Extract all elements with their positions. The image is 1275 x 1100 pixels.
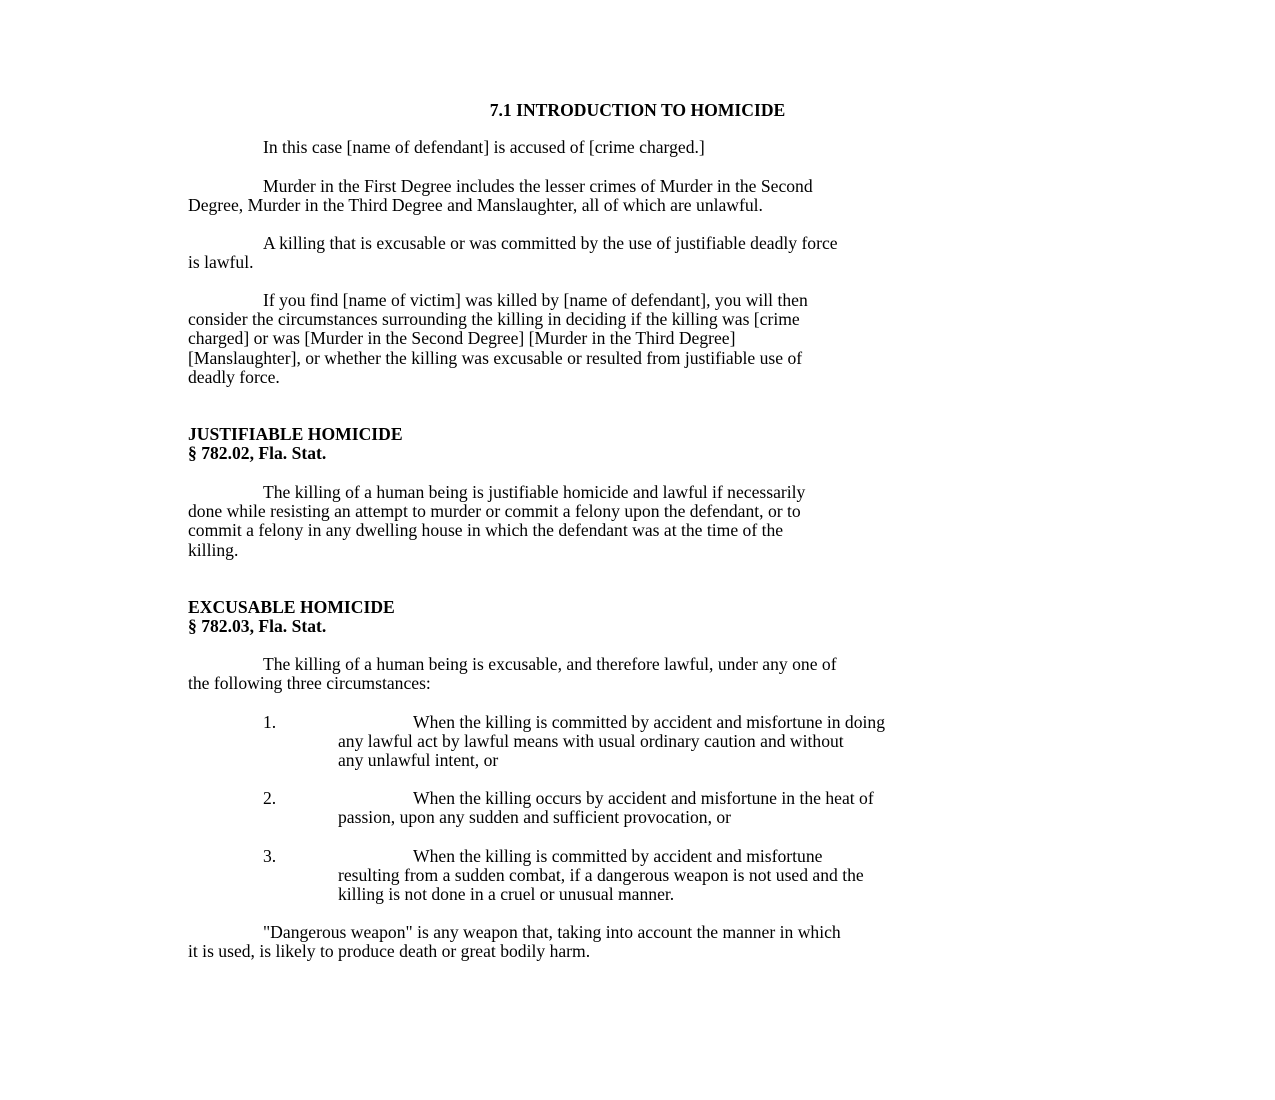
paragraph-excusable xyxy=(188,655,1088,693)
text-line: EXCUSABLE HOMICIDE xyxy=(188,597,395,617)
text-line: Murder in the First Degree includes the lesser crimes of Murder in the Second xyxy=(263,176,813,196)
list-item-number: 2. xyxy=(263,788,277,808)
document-title: 7.1 INTRODUCTION TO HOMICIDE xyxy=(489,100,786,120)
text-line: charged] or was [Murder in the Second Degree] [Murder in the Third Degree] xyxy=(188,328,736,349)
text-line: consider the circumstances surrounding the killing in deciding if the killing was [crime xyxy=(188,309,800,330)
text-line: If you find [name of victim] was killed by [name of defendant], you will then xyxy=(263,290,808,310)
text-line: A killing that is excusable or was committed by the use of justifiable deadly force xyxy=(263,233,838,253)
text-line: The killing of a human being is excusable, and therefore lawful, under any one of xyxy=(263,654,837,674)
text-line: When the killing occurs by accident and misfortune in the heat of xyxy=(413,788,874,808)
justifiable-homicide-heading xyxy=(188,425,1088,463)
paragraph-justifiable xyxy=(188,483,1088,560)
text-line: it is used, is likely to produce death or great bodily harm. xyxy=(188,941,591,962)
text-line: § 782.02, Fla. Stat. xyxy=(188,443,327,464)
text-line: [Manslaughter], or whether the killing was excusable or resulted from justifiable use of xyxy=(188,347,803,368)
list-item xyxy=(338,789,1098,827)
text-line: any lawful act by lawful means with usual ordinary caution and without xyxy=(338,731,844,752)
text-line: any unlawful intent, or xyxy=(338,750,499,771)
text-line: Degree, Murder in the Third Degree and Manslaughter, all of which are unlawful. xyxy=(188,195,763,216)
text-line: killing is not done in a cruel or unusual manner. xyxy=(338,884,675,905)
paragraph-lawful-killing xyxy=(188,234,1088,272)
text-line: resulting from a sudden combat, if a dangerous weapon is not used and the xyxy=(338,865,864,886)
text-line: done while resisting an attempt to murder or commit a felony upon the defendant, or to xyxy=(188,501,801,522)
excusable-homicide-heading xyxy=(188,598,1088,636)
text-line: The killing of a human being is justifiable homicide and lawful if necessarily xyxy=(263,482,806,502)
text-line: commit a felony in any dwelling house in which the defendant was at the time of the xyxy=(188,520,784,541)
text-line: When the killing is committed by accident and misfortune xyxy=(413,846,823,866)
text-line: passion, upon any sudden and sufficient provocation, or xyxy=(338,807,732,828)
text-line: killing. xyxy=(188,539,239,560)
text-line: When the killing is committed by accident and misfortune in doing xyxy=(413,712,885,732)
text-line: § 782.03, Fla. Stat. xyxy=(188,616,327,637)
list-item xyxy=(338,713,1098,771)
list-item-number: 1. xyxy=(263,712,277,732)
text-line: "Dangerous weapon" is any weapon that, taking into account the manner in which xyxy=(263,922,841,942)
list-item-number: 3. xyxy=(263,846,277,866)
text-line: the following three circumstances: xyxy=(188,673,431,694)
text-line: deadly force. xyxy=(188,366,280,387)
text-line: is lawful. xyxy=(188,252,254,273)
paragraph-circumstances xyxy=(188,291,1088,387)
paragraph-dangerous-weapon xyxy=(188,923,1088,961)
text-line: In this case [name of defendant] is accused of [crime charged.] xyxy=(263,137,705,157)
paragraph-accused xyxy=(188,138,1088,157)
paragraph-lesser-crimes xyxy=(188,177,1088,215)
list-item xyxy=(338,847,1098,905)
text-line: JUSTIFIABLE HOMICIDE xyxy=(188,424,403,444)
